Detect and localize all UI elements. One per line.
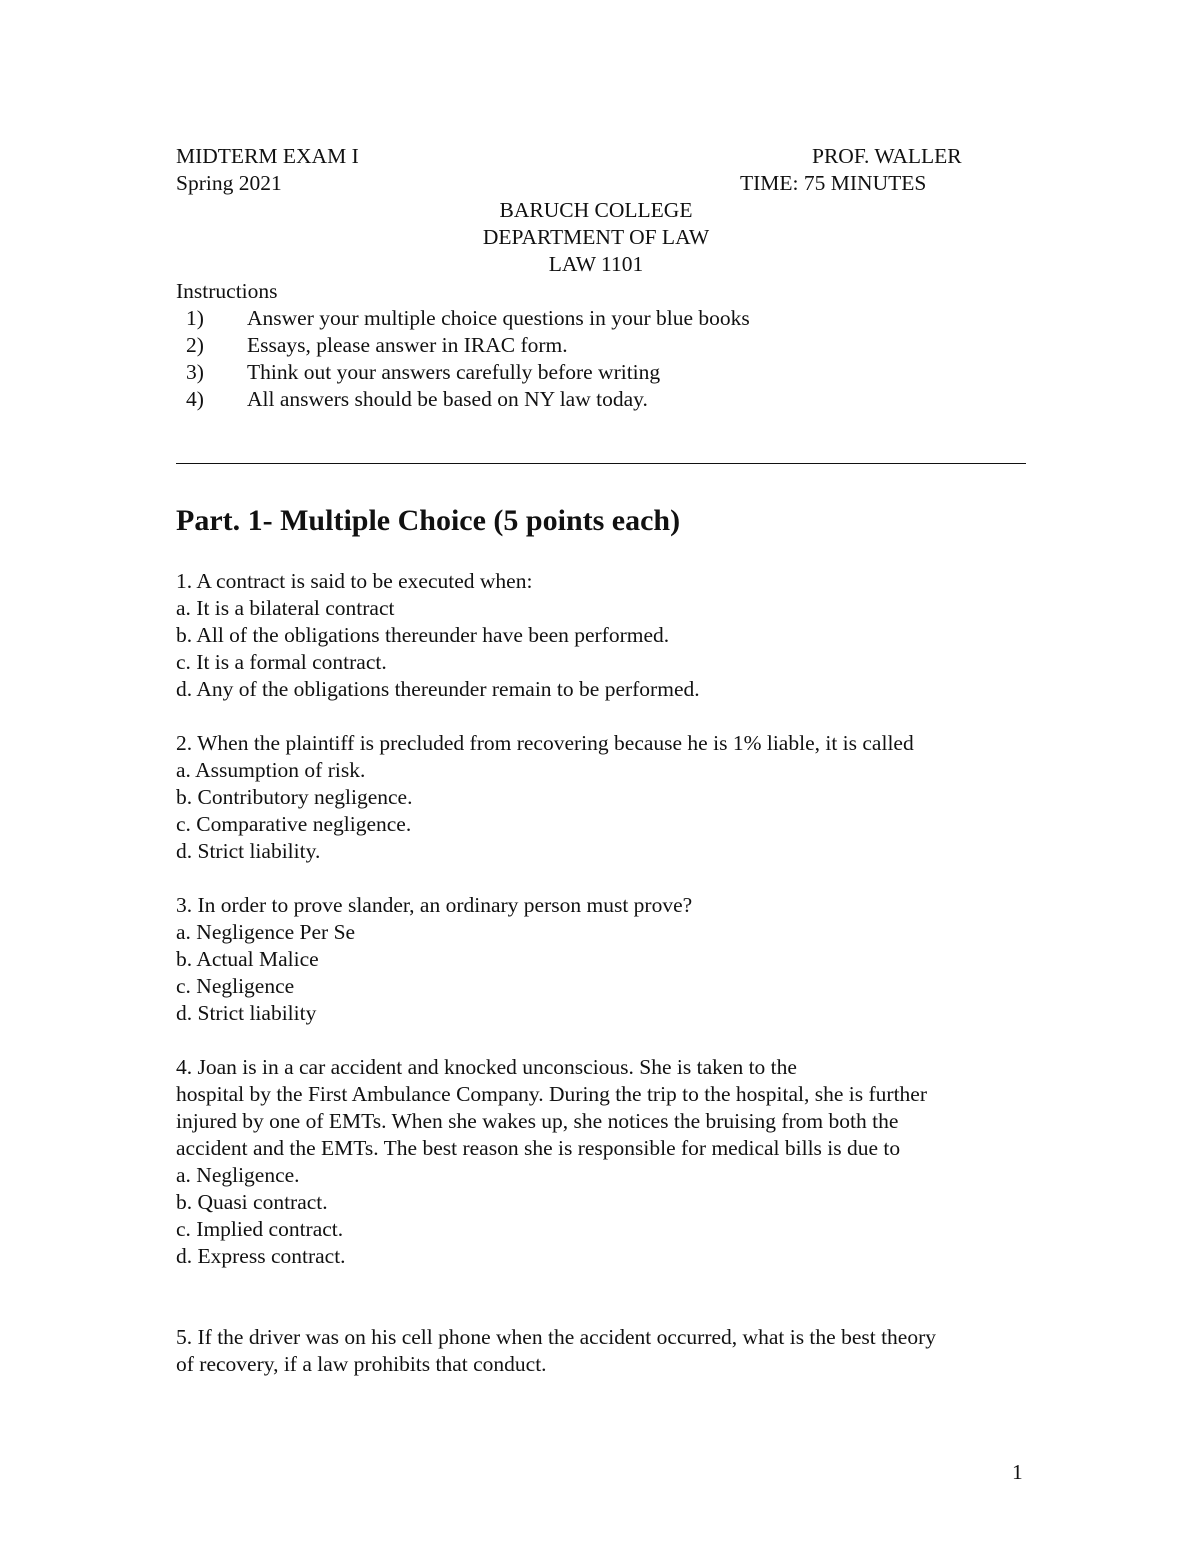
answer-option: d. Any of the obligations thereunder remain to be performed.	[176, 677, 700, 701]
question-2	[176, 730, 1026, 865]
department-name: DEPARTMENT OF LAW	[482, 225, 710, 249]
college-name: BARUCH COLLEGE	[499, 198, 693, 222]
answer-option: a. Negligence Per Se	[176, 920, 356, 944]
instructions-list	[176, 305, 1026, 413]
question-3	[176, 892, 1026, 1027]
course-code: LAW 1101	[548, 252, 644, 276]
question-stem: 2. When the plaintiff is precluded from recovering because he is 1% liable, it is called	[176, 731, 914, 755]
answer-option: b. Actual Malice	[176, 947, 319, 971]
exam-term: Spring 2021	[176, 171, 282, 195]
question-stem: accident and the EMTs. The best reason she is responsible for medical bills is due to	[176, 1136, 901, 1160]
question-stem: 4. Joan is in a car accident and knocked unconscious. She is taken to the	[176, 1055, 797, 1079]
answer-option: c. Negligence	[176, 974, 295, 998]
instruction-item: 1) Answer your multiple choice questions in your blue books	[186, 306, 750, 330]
instruction-item: 4) All answers should be based on NY law today.	[186, 387, 648, 411]
questions-list	[176, 568, 1026, 1405]
answer-option: b. Quasi contract.	[176, 1190, 328, 1214]
exam-title: MIDTERM EXAM I	[176, 144, 359, 168]
question-stem: 3. In order to prove slander, an ordinary person must prove?	[176, 893, 693, 917]
instruction-item: 3) Think out your answers carefully before writing	[186, 360, 661, 384]
header-row-1	[176, 143, 1026, 170]
answer-option: a. Assumption of risk.	[176, 758, 366, 782]
instructions-title: Instructions	[176, 279, 278, 303]
part-title: Part. 1- Multiple Choice (5 points each)	[176, 504, 681, 537]
section-divider	[176, 463, 1026, 464]
professor-name: PROF. WALLER	[812, 144, 962, 168]
exam-page	[176, 143, 1026, 1376]
answer-option: a. Negligence.	[176, 1163, 300, 1187]
answer-option: d. Strict liability.	[176, 839, 321, 863]
question-stem: 1. A contract is said to be executed when:	[176, 569, 533, 593]
question-stem: injured by one of EMTs. When she wakes up, she notices the bruising from both the	[176, 1109, 899, 1133]
exam-time: TIME: 75 MINUTES	[740, 171, 927, 195]
answer-option: b. Contributory negligence.	[176, 785, 413, 809]
header-row-2	[176, 170, 1026, 197]
question-stem: 5. If the driver was on his cell phone when the accident occurred, what is the best theory	[176, 1325, 937, 1349]
question-5	[176, 1324, 1026, 1378]
instruction-item: 2) Essays, please answer in IRAC form.	[186, 333, 568, 357]
answer-option: a. It is a bilateral contract	[176, 596, 395, 620]
question-1	[176, 568, 1026, 703]
page-number: 1	[1012, 1460, 1023, 1484]
answer-option: c. Implied contract.	[176, 1217, 344, 1241]
answer-option: d. Strict liability	[176, 1001, 317, 1025]
answer-option: c. It is a formal contract.	[176, 650, 387, 674]
answer-option: d. Express contract.	[176, 1244, 346, 1268]
question-stem: of recovery, if a law prohibits that conduct.	[176, 1352, 547, 1376]
question-4	[176, 1054, 1026, 1270]
answer-option: b. All of the obligations thereunder have been performed.	[176, 623, 670, 647]
question-stem: hospital by the First Ambulance Company. During the trip to the hospital, she is further	[176, 1082, 927, 1106]
answer-option: c. Comparative negligence.	[176, 812, 412, 836]
